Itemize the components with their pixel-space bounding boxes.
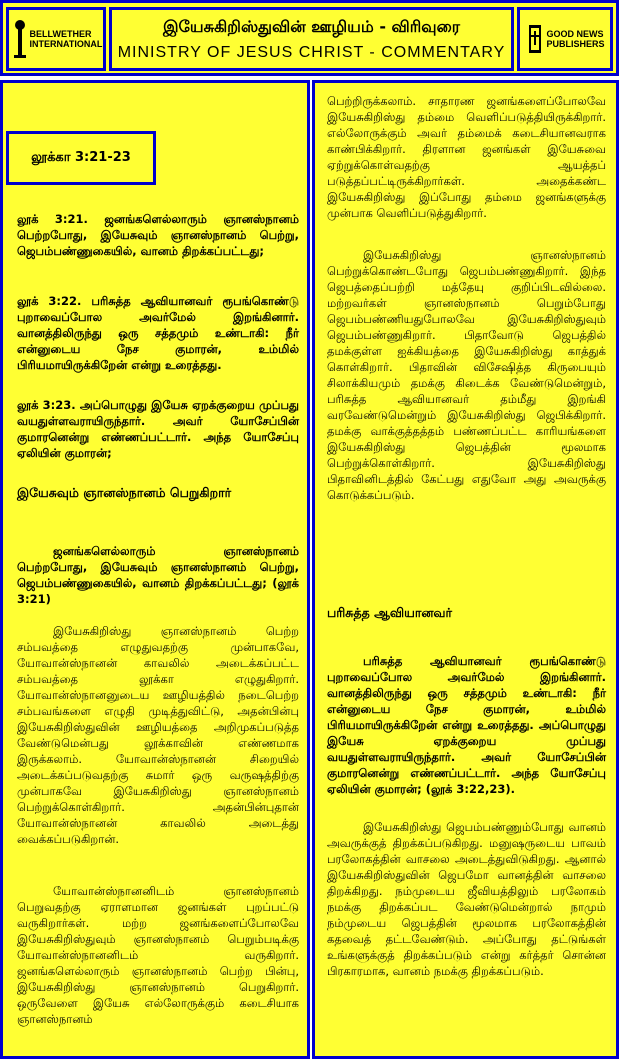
title-box [109, 7, 514, 71]
verse-23: லூக் 3:23. அப்பொழுது இயேசு ஏறக்குறைய முப்பது வயதுள்ளவராயிருந்தார். அவர் யோசேப்பின் குமாரனென்று எண்ணப்பட்டார். அந்த யோசேப்பு ஏலியின் குமாரன்; [17, 398, 299, 460]
left-column [0, 80, 310, 1059]
good-news-logo-text: GOOD NEWS PUBLISHERS [546, 29, 605, 49]
bellwether-logo-text: BELLWETHER INTERNATIONAL [29, 29, 103, 49]
section-heading-baptism: இயேசுவும் ஞானஸ்நானம் பெறுகிறார் [17, 485, 232, 500]
right-paragraph-3: இயேசுகிறிஸ்து ஜெபம்பண்ணும்போது வானம் அவருக்குத் திறக்கப்படுகிறது. மனுஷருடைய பாவம் பரலோகத்தின் வாசலை அடைத்துவிடுகிறது. ஆனால் இயேசுகிறிஸ்துவின் ஜெபமோ வானத்தின் வாசலை திறக்கிறது. நம்முடைய ஜீவியத்திலும் பரலோகம் நமக்கு திறக்கப்பட வேண்டுமென்றால் நாமும் நம்முடைய ஜெபத்தின் மூலமாக பரலோகத்தின் கதவைத் தட்டவேண்டும். அப்போது தட்டுங்கள் உங்களுக்குத் திறக்கப்படும் என்று கர்த்தர் சொன்ன பிரகாரமாக, வானம் நமக்கு திறக்கப்படும். [327, 820, 606, 978]
verse-21: லூக் 3:21. ஜனங்களெல்லாரும் ஞானஸ்நானம் பெற்றபோது, இயேசுவும் ஞானஸ்நானம் பெற்று, ஜெபம்பண்ணுகையில், வானம் திறக்கப்பட்டது; [17, 212, 299, 258]
right-paragraph-1: பெற்றிருக்கலாம். சாதாரண ஜனங்களைப்போலவே இயேசுகிறிஸ்து தம்மை வெளிப்படுத்தியிருக்கிறார். எல்லோருக்கும் அவர் தம்மைக் கடைசியானவராக காண்பிக்கிறார். திரளான ஜனங்கள் இயேசுவை ஏற்றுக்கொள்வதற்கு ஆயத்தப் படுத்தப்பட்டிருக்கிறார்கள். அதைக்கண்ட இயேசுகிறிஸ்து இப்போது தம்மை ஜனங்களுக்கு முன்பாக வெளிப்படுத்துகிறார். [327, 94, 606, 220]
book-icon [526, 19, 544, 59]
section-heading-holy-spirit: பரிசுத்த ஆவியானவர் [327, 605, 452, 620]
bellwether-logo [6, 7, 106, 71]
right-column [312, 80, 619, 1059]
right-paragraph-2: இயேசுகிறிஸ்து ஞானஸ்நானம் பெற்றுக்கொண்டபோது ஜெபம்பண்ணுகிறார். இந்த ஜெபத்தைப்பற்றி மத்தேயு குறிப்பிடவில்லை. மற்றவர்கள் ஞானஸ்நானம் பெறும்போது ஜெபம்பண்ணியதுபோலவே இயேசுகிறிஸ்துவும் ஜெபம்பண்ணுகிறார். பிதாவோடு ஜெபத்தில் தமக்குள்ள ஐக்கியத்தை இயேசுகிறிஸ்து காத்துக் கொள்கிறார். பிதாவின் விசேஷித்த கிருபையும் சிலாக்கியமும் தமக்கு கிடைக்க வேண்டுமென்றும், பரிசுத்த ஆவியானவர் தம்மீது இறங்கி வரவேண்டுமென்றும் இயேசுகிறிஸ்து ஜெபிக்கிறார். தமக்கு வாக்குத்தத்தம் பண்ணப்பட்ட காரியங்களை இயேசுகிறிஸ்து ஜெபத்தின் மூலமாக பெற்றுக்கொள்கிறார். இயேசுகிறிஸ்து பிதாவினிடத்தில் கேட்பது எதுவோ அது அவருக்கு கொடுக்கப்படும். [327, 248, 606, 502]
page-header [0, 0, 619, 76]
page-title-english: MINISTRY OF JESUS CHRIST - COMMENTARY [117, 43, 506, 61]
left-paragraph-2: யோவான்ஸ்நானனிடம் ஞானஸ்நானம் பெறுவதற்கு ஏராளமான ஜனங்கள் புறப்பட்டு வருகிறார்கள். மற்ற ஜனங்களைப்போலவே இயேசுகிறிஸ்துவும் ஞானஸ்நானம் பெறும்படிக்கு யோவான்ஸ்நானனிடம் வருகிறார். ஜனங்களெல்லாரும் ஞானஸ்நானம் பெற்ற பின்பு, இயேசுகிறிஸ்து ஞானஸ்நானம் பெறுகிறார். ஒருவேளை இயேசு எல்லோருக்கும் கடைசியாக ஞானஸ்நானம் [17, 884, 299, 1026]
page-title-tamil: இயேசுகிறிஸ்துவின் ஊழியம் - விரிவுரை [162, 16, 460, 36]
quote-verse-22-23: பரிசுத்த ஆவியானவர் ரூபங்கொண்டு புறாவைப்போல அவர்மேல் இறங்கினார். வானத்திலிருந்து ஒரு சத்தமும் உண்டாகி: நீர் என்னுடைய நேச குமாரன், உம்மில் பிரியமாயிருக்கிறேன் என்று உரைத்தது. அப்பொழுது இயேசு ஏறக்குறைய முப்பது வயதுள்ளவராயிருந்தார். அவர் யோசேப்பின் குமாரனென்று எண்ணப்பட்டார். அந்த யோசேப்பு ஏலியின் குமாரன்; (லூக் 3:22,23). [327, 654, 606, 796]
left-paragraph-1: இயேசுகிறிஸ்து ஞானஸ்நானம் பெற்ற சம்பவத்தை எழுதுவதற்கு முன்பாகவே, யோவான்ஸ்நானன் காவலில் அடைக்கப்பட்ட சம்பவத்தை லூக்கா எழுதுகிறார். யோவான்ஸ்நானனுடைய ஊழியத்தில் நடைபெற்ற சம்பவங்களை எழுதி முடித்துவிட்டு, அதன்பின்பு இயேசுகிறிஸ்துவின் ஊழியத்தை அறிமுகப்படுத்த வேண்டுமென்பது லூக்காவின் எண்ணமாக இருக்கலாம். யோவான்ஸ்நானன் சிறையில் அடைக்கப்படுவதற்கு சுமார் ஒரு வருஷத்திற்கு முன்பாகவே இயேசுகிறிஸ்து ஞானஸ்நானம் பெற்றுக்கொள்கிறார். அதன்பின்புதான் யோவான்ஸ்நானன் காவலில் அடைத்து வைக்கப்படுகிறான். [17, 624, 299, 846]
ram-icon [13, 19, 27, 59]
quote-verse-21: ஜனங்களெல்லாரும் ஞானஸ்நானம் பெற்றபோது, இயேசுவும் ஞானஸ்நானம் பெற்று, ஜெபம்பண்ணுகையில், வானம் திறக்கப்பட்டது; (லூக் 3:21) [17, 544, 299, 606]
good-news-logo [517, 7, 613, 71]
verse-22: லூக் 3:22. பரிசுத்த ஆவியானவர் ரூபங்கொண்டு புறாவைப்போல அவர்மேல் இறங்கினார். வானத்திலிருந்து ஒரு சத்தமும் உண்டாகி: நீர் என்னுடைய நேச குமாரன், உம்மில் பிரியமாயிருக்கிறேன் என்று உரைத்தது. [17, 294, 299, 372]
scripture-reference: லூக்கா 3:21-23 [6, 131, 156, 185]
